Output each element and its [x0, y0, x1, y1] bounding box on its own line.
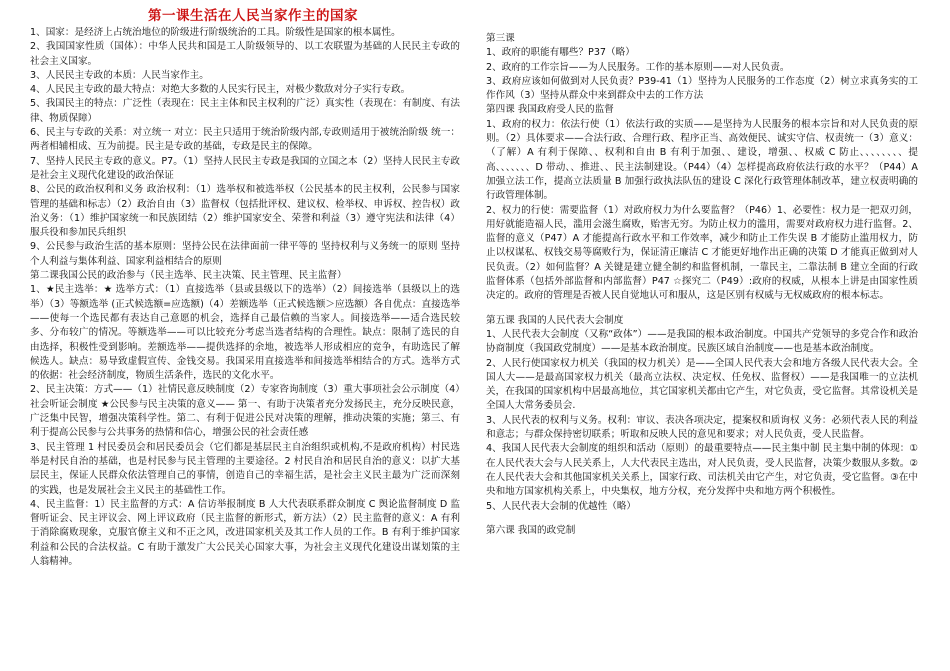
paragraph: 3、人民民主专政的本质：人民当家作主。	[30, 69, 209, 81]
section-heading: 第三课	[486, 33, 515, 44]
paragraph: 7、坚持人民民主专政的意义。P7。（1）坚持人民民主专政是我国的立国之本（2）坚持人民民主专政是社会主义现代化建设的政治保证	[30, 155, 460, 181]
paragraph: 6、民主与专政的关系：对立统一 对立：民主只适用于统治阶级内部,专政则适用于被统治阶级 统一：两者相辅相成、互为前提。民主是专政的基础，专政是民主的保障。	[30, 127, 460, 153]
left-column	[30, 26, 460, 569]
paragraph: 3、民主管理 1 村民委员会和居民委员会（它们都是基层民主自治组织或机构,不是政府机构）村民选举是村民自治的基础，也是村民参与民主管理的主要途径。2 村民自治和居民自治的意义：以扩大基层民主，保证人民群众依法管理自己的事情，创造自己的幸福生活，是社会主义民主最为广泛而深刻的实践，也是发展社会主义民主的基础性工作。	[30, 441, 460, 496]
paragraph: 2、权力的行使：需要监督（1）对政府权力为什么要监督？（P46）1、必要性：权力是一把双刃剑，用好就能造福人民，滥用会滋生腐败，贻害无穷。为防止权力的滥用，需要对政府权力进行监督。2、监督的意义（P47）A 才能提高行政水平和工作效率，减少和防止工作失误 B 才能防止滥用权力，防止以权谋私、权钱交易等腐败行为，保证清正廉洁 C 才能更好地作出正确的决策 D 才能真正做到对人民负责。（2）如何监督？A 关键是建立健全制约和监督机制，一靠民主，二靠法制 B 建立全面的行政监督体系（包括外部监督和内部监督）P47 ☆探究二（P49）:政府的权威，从根本上讲是由国家性质决定的。政府的管理是否被人民自觉地认可和服从，这是区别有权威与无权威政府的根本标志。	[486, 204, 918, 302]
section-heading: 第四课 我国政府受人民的监督	[486, 104, 614, 116]
paragraph: 8、公民的政治权利和义务 政治权利：（1）选举权和被选举权（公民基本的民主权利，公民参与国家管理的基础和标志）（2）政治自由（3）监督权（包括批评权、建议权、检举权、申诉权、控告权）政治义务：（1）维护国家统一和民族团结（2）维护国家安全、荣誉和利益（3）遵守宪法和法律（4）服兵役和参加民兵组织	[30, 184, 460, 239]
section-heading: 第六课 我国的政党制	[486, 524, 576, 536]
paragraph: 2、民主决策：方式——（1）社情民意反映制度（2）专家咨询制度（3）重大事项社会公示制度（4）社会听证会制度 ★公民参与民主决策的意义—— 第一、有助于决策者充分发扬民主，充分反映民意，广泛集中民智，增强决策科学性。第二、有利于促进公民对决策的理解，推动决策的实施；第三、有利于提高公民参与公共事务的热情和信心，增强公民的社会责任感	[30, 384, 460, 439]
paragraph: 4、我国人民代表大会制度的组织和活动（原则）的最重要特点——民主集中制 民主集中制的体现：①在人民代表大会与人民关系上，人大代表民主选出，对人民负责，受人民监督，决策少数服从多数。②在人民代表大会和其他国家机关关系上，国家行政、司法机关由它产生，对它负责，受它监督。③在中央和地方国家机构关系上，中央集权，地方分权，充分发挥中央和地方两个积极性。	[486, 443, 918, 498]
paragraph: 1、★民主选举：★ 选举方式：（1）直接选举（县或县级以下的选举）（2）间接选举（县级以上的选举）（3）等额选举 (正式候选额=应选额)（4）差额选举（正式候选额＞应选额）各自优点：直接选举——使每一个选民都有表达自己意愿的机会，选择自己最信赖的当家人。间接选举——适合选民较多、分布较广的情况。等额选举——可以比较充分考虑当选者结构的合理性。缺点：限制了选民的自由选择，积极性受到影响。差额选举——提供选择的余地，被选举人形成相应的竞争，有助选民了解候选人。缺点：易导致虚假宣传、金钱交易。我国采用直接选举和间接选举相结合的方式。选举方式的依据：社会经济制度，物质生活条件，选民的文化水平。	[30, 284, 460, 382]
spacer	[486, 514, 918, 524]
paragraph: 1、国家：是经济上占统治地位的阶级进行阶级统治的工具。阶级性是国家的根本属性。	[30, 27, 401, 38]
paragraph: 5、我国民主的特点：广泛性（表现在：民主主体和民主权利的广泛）真实性（表现在：有制度、有法律、物质保障）	[30, 98, 460, 124]
section-heading: 第二课我国公民的政治参与（民主选举、民主决策、民主管理、民主监督）	[30, 270, 347, 282]
section-heading: 第五课 我国的人民代表大会制度	[486, 314, 624, 326]
page-title: 第一课生活在人民当家作主的国家	[148, 8, 358, 24]
paragraph: 2、我国国家性质（国体）：中华人民共和国是工人阶级领导的、以工农联盟为基础的人民民主专政的社会主义国家。	[30, 41, 460, 67]
paragraph: 2、人民行使国家权力机关（我国的权力机关）是——全国人民代表大会和地方各级人民代表大会。全国人大——是最高国家权力机关（最高立法权、决定权、任免权、监督权）——是我国唯一的立法机关，在我国的国家机构中居最高地位，其它国家机关都由它产生，对它负责，受它监督。其常设机关是全国人大常务委员会.	[486, 357, 918, 412]
paragraph: 5、人民代表大会制的优越性（略）	[486, 500, 637, 512]
paragraph: 4、人民民主专政的最大特点：对绝大多数的人民实行民主，对极少数敌对分子实行专政。	[30, 84, 411, 96]
paragraph: 2、政府的工作宗旨——为人民服务。工作的基本原则——对人民负责。	[486, 61, 790, 73]
paragraph: 3、政府应该如何做到对人民负责？P39-41（1）坚持为人民服务的工作态度（2）树立求真务实的工作作风（3）坚持从群众中来到群众中去的工作方法	[486, 75, 918, 102]
paragraph: 9、公民参与政治生活的基本原则：坚持公民在法律面前一律平等的 坚持权利与义务统一的原则 坚持个人利益与集体利益、国家利益相结合的原则	[30, 241, 460, 267]
paragraph: 1、政府的职能有哪些？P37（略）	[486, 47, 635, 59]
spacer	[486, 304, 918, 314]
paragraph: 1、政府的权力：依法行使（1）依法行政的实质——是坚持为人民服务的根本宗旨和对人民负责的原则。（2）具体要求——合法行政、合理行政、程序正当、高效便民、诚实守信、权责统一（3）意义：（了解）A 有利于保障、、权利和自由 B 有利于加强、、建设，增强、、权威 C 防止、、、、、、、、提高、、、、、、、D 带动、、推进、、民主法制建设。（P44）（4）怎样提高政府依法行政的水平？（P44）A 加强立法工作，提高立法质量 B 加强行政执法队伍的建设 C 深化行政管理体制改革，建立权责明确的行政管理体制。	[486, 118, 918, 202]
paragraph: 4、民主监督：1）民主监督的方式：A 信访举报制度 B 人大代表联系群众制度 C 舆论监督制度 D 监督听证会、民主评议会、网上评议政府（民主监督的新形式，新方法）（2）民主监督的意义：A 有利于消除腐败现象，克服官僚主义和不正之风，改进国家机关及其工作人员的工作。B 有利于维护国家利益和公民的合法权益。C 有助于激发广大公民关心国家大事，为社会主义现代化建设出谋划策的主人翁精神。	[30, 498, 460, 567]
right-column	[486, 32, 918, 538]
paragraph: 1、人民代表大会制度（又称“政体”）——是我国的根本政治制度。中国共产党领导的多党合作和政治协商制度（我国政党制度）——是基本政治制度。民族区域自治制度——也是基本政治制度。	[486, 328, 918, 355]
paragraph: 3、人民代表的权利与义务。权利：审议、表决各项决定，提案权和质询权 义务：必须代表人民的利益和意志；与群众保持密切联系；听取和反映人民的意见和要求；对人民负责，受人民监督。	[486, 414, 918, 441]
